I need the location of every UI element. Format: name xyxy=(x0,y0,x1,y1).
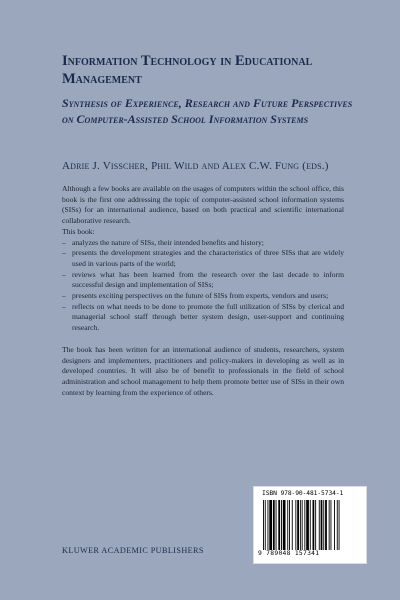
book-description xyxy=(62,184,344,398)
isbn-label: ISBN 978-90-481-5734-1 xyxy=(262,490,344,497)
barcode xyxy=(262,500,360,550)
isbn-barcode-panel xyxy=(253,486,367,564)
book-authors: Adrie J. Visscher, Phil Wild and Alex C.W. Fung (eds.) xyxy=(62,160,329,172)
publisher-name: KLUWER ACADEMIC PUBLISHERS xyxy=(62,546,204,555)
feature-list xyxy=(62,238,344,334)
book-title: Information Technology in Educational Management xyxy=(62,53,313,87)
feature-item: – reviews what has been learned from the research over the last decade to inform successful design and implementation of SISs; xyxy=(62,270,344,291)
audience-paragraph: The book has been written for an international audience of students, researchers, system designers and implementers, practitioners and policy-makers in developing as well as in developed countries. It will also be of benefit to professionals in the field of school administration and school management to help them promote better use of SISs in their own context by learning from the experience of others. xyxy=(62,344,344,397)
feature-item: – reflects on what needs to be done to promote the full utilization of SISs by clerical and managerial school staff through better system design, user-support and continuing research. xyxy=(62,302,344,334)
this-book-label: This book: xyxy=(62,226,95,236)
intro-paragraph: Although a few books are available on the usages of computers within the school office, this book is the first one addressing the topic of computer-assisted school information systems (SISs) for an international audience, based on both practical and scientific international collaborative research. xyxy=(62,184,344,226)
feature-item: – presents exciting perspectives on the future of SISs from experts, vendors and users; xyxy=(62,291,344,302)
feature-item: – analyzes the nature of SISs, their intended benefits and history; xyxy=(62,238,344,249)
book-subtitle: Synthesis of Experience, Research and Future Perspectives on Computer-Assisted School Information Systems xyxy=(62,96,353,126)
feature-item: – presents the development strategies and the characteristics of three SISs that are widely used in various parts of the world; xyxy=(62,248,344,269)
barcode-number: 9 789048 157341 xyxy=(258,550,320,557)
